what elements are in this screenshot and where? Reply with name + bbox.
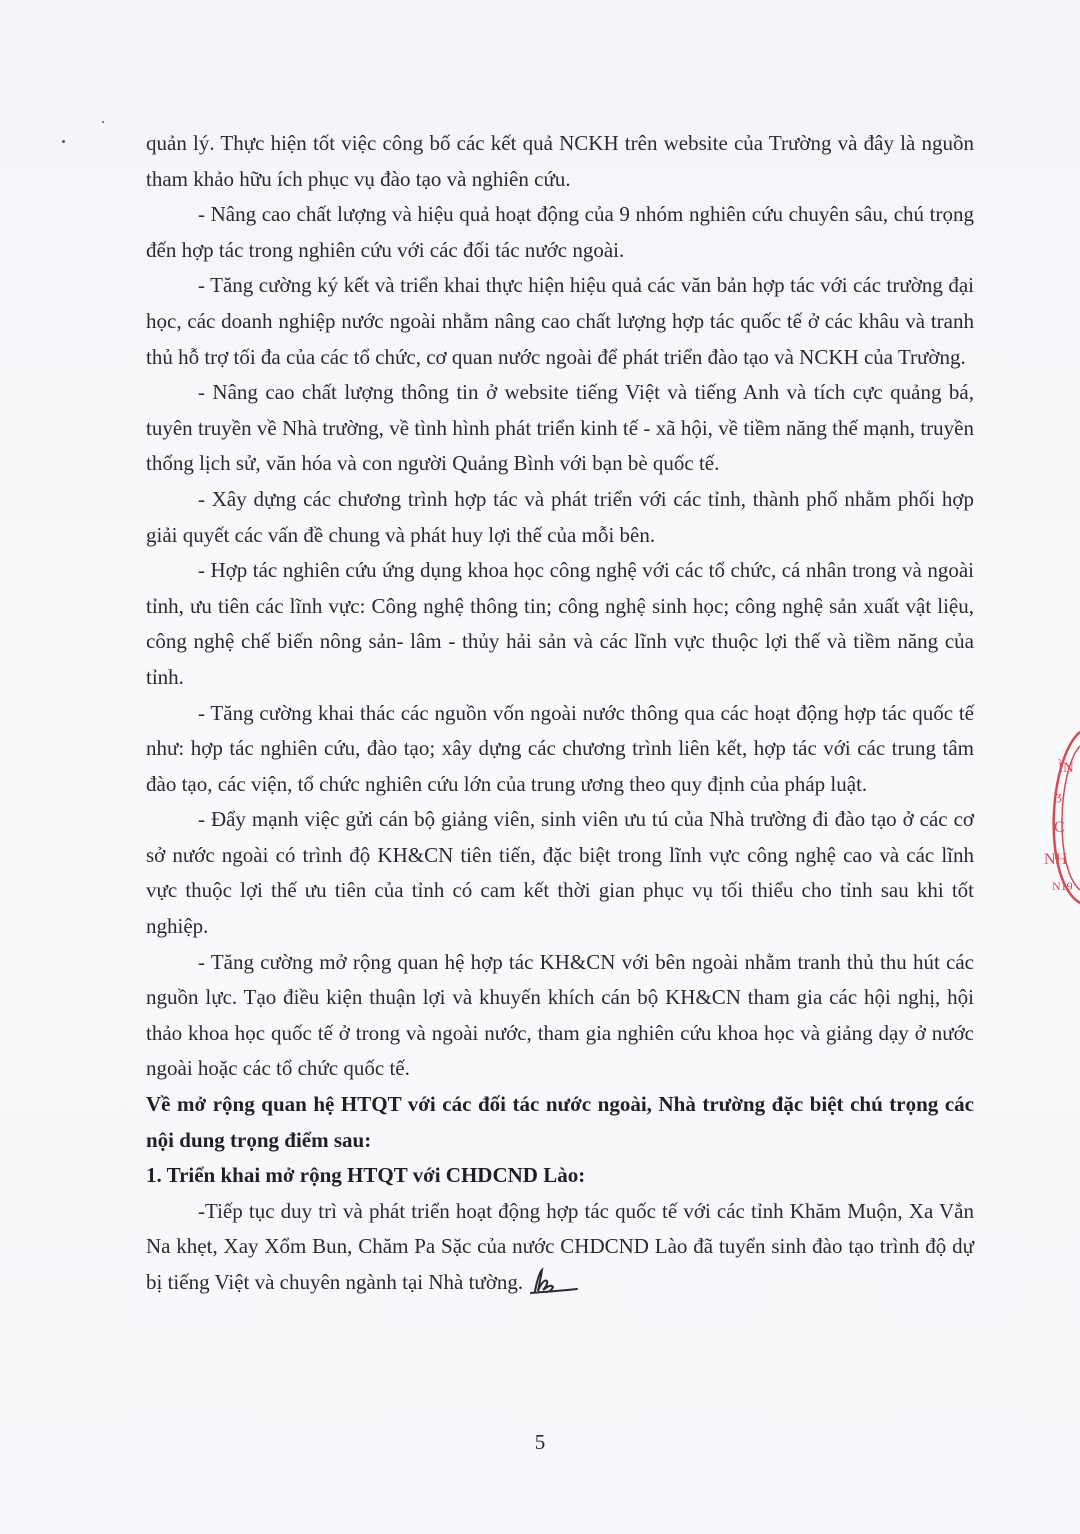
paragraph-website-promotion: - Nâng cao chất lượng thông tin ở website tiếng Việt và tiếng Anh và tích cực quảng bá, tuyên truyền về Nhà trường, về tình hình phát triển kinh tế - xã hội, về tiềm năng thế mạnh, truyền thống lịch sử, văn hóa và con người Quảng Bình với bạn bè quốc tế.	[146, 380, 974, 476]
paragraph-applied-research: - Hợp tác nghiên cứu ứng dụng khoa học công nghệ với các tổ chức, cá nhân trong và ngoài tỉnh, ưu tiên các lĩnh vực: Công nghệ thông tin; công nghệ sinh học; công nghệ sản xuất vật liệu, công nghệ chế biến nông sản- lâm - thủy hải sản và các lĩnh vực thuộc lợi thế và tiềm năng của tỉnh.	[146, 558, 974, 689]
svg-text:NH: NH	[1044, 851, 1068, 868]
seal-stamp	[1030, 730, 1080, 905]
subsection-heading-laos: 1. Triển khai mở rộng HTQT với CHDCND Lào:	[146, 1163, 586, 1188]
paragraph-staff-training: - Đẩy mạnh việc gửi cán bộ giảng viên, sinh viên ưu tú của Nhà trường đi đào tạo ở các cơ sở nước ngoài có trình độ KH&CN tiên tiến, đặc biệt trong lĩnh vực công nghệ cao và các lĩnh vực thuộc lợi thế ưu tiên của tỉnh có cam kết thời gian phục vụ tối thiểu cho tỉnh sau khi tốt nghiệp.	[146, 807, 974, 939]
svg-text:C: C	[1054, 819, 1065, 836]
paragraph-foreign-funding: - Tăng cường khai thác các nguồn vốn ngoài nước thông qua các hoạt động hợp tác quốc tế như: hợp tác nghiên cứu, đào tạo; xây dựng các chương trình liên kết, hợp tác với các trung tâm đào tạo, các viện, tổ chức nghiên cứu lớn của trung ương theo quy định của pháp luật.	[146, 700, 974, 796]
paragraph-science-cooperation: - Tăng cường mở rộng quan hệ hợp tác KH&CN với bên ngoài nhằm tranh thủ thu hút các nguồn lực. Tạo điều kiện thuận lợi và khuyến khích cán bộ KH&CN tham gia các hội nghị, hội thảo khoa học quốc tế ở trong và ngoài nước, tham gia nghiên cứu khoa học và giảng dạy ở nước ngoài hoặc các tổ chức quốc tế.	[146, 949, 974, 1081]
page-number: 5	[534, 1430, 546, 1454]
paragraph-cooperation-agreements: - Tăng cường ký kết và triển khai thực hiện hiệu quả các văn bản hợp tác với các trường đại học, các doanh nghiệp nước ngoài nhằm nâng cao chất lượng hợp tác quốc tế ở các khâu và tranh thủ hỗ trợ tối đa của các tổ chức, cơ quan nước ngoài để phát triển đào tạo và NCKH của Trường.	[146, 273, 974, 369]
paragraph-research-groups: - Nâng cao chất lượng và hiệu quả hoạt động của 9 nhóm nghiên cứu chuyên sâu, chú trọng đến hợp tác trong nghiên cứu với các đối tác nước ngoài.	[146, 202, 974, 262]
red-seal-icon	[1030, 730, 1080, 905]
handwritten-initials	[529, 1267, 579, 1297]
paragraph-continuation: quản lý. Thực hiện tốt việc công bố các kết quả NCKH trên website của Trường và đây là nguồn tham khảo hữu ích phục vụ đào tạo và nghiên cứu.	[146, 131, 974, 191]
paragraph-provincial-programs: - Xây dựng các chương trình hợp tác và phát triển với các tỉnh, thành phố nhằm phối hợp giải quyết các vấn đề chung và phát huy lợi thế của mỗi bên.	[146, 486, 974, 547]
document-body	[146, 126, 974, 1301]
svg-text:ʒ: ʒ	[1056, 788, 1062, 803]
scan-speck	[62, 140, 65, 143]
section-heading: Về mở rộng quan hệ HTQT với các đối tác nước ngoài, Nhà trường đặc biệt chú trọng các nội dung trọng điểm sau:	[146, 1092, 974, 1152]
paragraph-laos-cooperation	[146, 1194, 974, 1301]
svg-text:N19: N19	[1052, 879, 1073, 893]
svg-text:ÌN: ÌN	[1058, 760, 1074, 776]
scan-speck	[102, 121, 104, 123]
paragraph-laos-text: -Tiếp tục duy trì và phát triển hoạt động hợp tác quốc tế với các tỉnh Khăm Muộn, Xa Vẳn Na khẹt, Xay Xổm Bun, Chăm Pa Sặc của nước CHDCND Lào đã tuyển sinh đào tạo trình độ dự bị tiếng Việt và chuyên ngành tại Nhà tường.	[146, 1198, 974, 1294]
